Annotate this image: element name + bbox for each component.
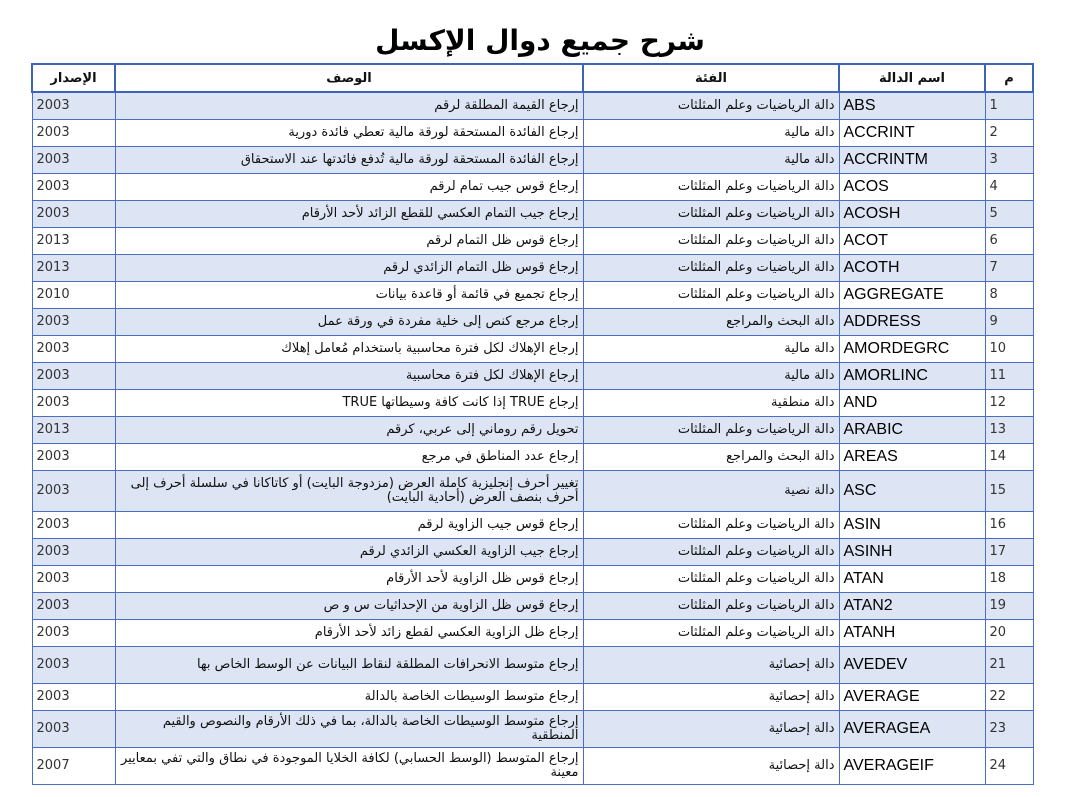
function-version: 2003	[32, 619, 115, 646]
function-name: ATAN2	[839, 592, 985, 619]
function-category: دالة الرياضيات وعلم المثلثات	[583, 254, 839, 281]
function-description: إرجاع القيمة المطلقة لرقم	[115, 92, 583, 119]
function-version: 2003	[32, 308, 115, 335]
row-number: 22	[985, 683, 1033, 710]
table-row	[32, 254, 1033, 281]
function-name: ASIN	[839, 511, 985, 538]
table-row	[32, 443, 1033, 470]
function-category: دالة الرياضيات وعلم المثلثات	[583, 227, 839, 254]
header-category: الفئة	[583, 64, 839, 92]
row-number: 17	[985, 538, 1033, 565]
function-version: 2010	[32, 281, 115, 308]
function-description: إرجاع متوسط الانحرافات المطلقة لنقاط البيانات عن الوسط الخاص بها	[115, 646, 583, 683]
function-name: AGGREGATE	[839, 281, 985, 308]
functions-table	[31, 63, 1034, 785]
function-category: دالة الرياضيات وعلم المثلثات	[583, 281, 839, 308]
function-description: تحويل رقم روماني إلى عربي، كرقم	[115, 416, 583, 443]
function-description: إرجاع جيب التمام العكسي للقطع الزائد لأحد الأرقام	[115, 200, 583, 227]
row-number: 9	[985, 308, 1033, 335]
row-number: 11	[985, 362, 1033, 389]
function-version: 2003	[32, 443, 115, 470]
function-category: دالة مالية	[583, 146, 839, 173]
function-category: دالة إحصائية	[583, 747, 839, 784]
table-row	[32, 592, 1033, 619]
table-row	[32, 538, 1033, 565]
function-name: AND	[839, 389, 985, 416]
function-description: إرجاع جيب الزاوية العكسي الزائدي لرقم	[115, 538, 583, 565]
function-name: ARABIC	[839, 416, 985, 443]
function-category: دالة البحث والمراجع	[583, 308, 839, 335]
function-description: إرجاع تجميع في قائمة أو قاعدة بيانات	[115, 281, 583, 308]
function-version: 2003	[32, 592, 115, 619]
function-category: دالة مالية	[583, 119, 839, 146]
row-number: 16	[985, 511, 1033, 538]
function-name: AMORDEGRC	[839, 335, 985, 362]
function-name: ATANH	[839, 619, 985, 646]
function-name: AREAS	[839, 443, 985, 470]
function-name: AVERAGEA	[839, 710, 985, 747]
function-version: 2003	[32, 683, 115, 710]
function-name: ACOS	[839, 173, 985, 200]
table-row	[32, 146, 1033, 173]
header-version: الإصدار	[32, 64, 115, 92]
function-version: 2003	[32, 538, 115, 565]
row-number: 15	[985, 470, 1033, 511]
function-description: إرجاع متوسط الوسيطات الخاصة بالدالة	[115, 683, 583, 710]
function-description: إرجاع قوس ظل التمام لرقم	[115, 227, 583, 254]
function-category: دالة الرياضيات وعلم المثلثات	[583, 538, 839, 565]
function-category: دالة الرياضيات وعلم المثلثات	[583, 592, 839, 619]
row-number: 8	[985, 281, 1033, 308]
function-name: AMORLINC	[839, 362, 985, 389]
function-version: 2003	[32, 173, 115, 200]
function-description: إرجاع قوس جيب تمام لرقم	[115, 173, 583, 200]
function-name: ASINH	[839, 538, 985, 565]
table-row	[32, 227, 1033, 254]
row-number: 5	[985, 200, 1033, 227]
function-version: 2003	[32, 646, 115, 683]
function-category: دالة الرياضيات وعلم المثلثات	[583, 619, 839, 646]
document-title: شرح جميع دوال الإكسل	[375, 24, 705, 57]
function-description: إرجاع مرجع كنص إلى خلية مفردة في ورقة عمل	[115, 308, 583, 335]
table-row	[32, 200, 1033, 227]
function-description: إرجاع TRUE إذا كانت كافة وسيطاتها TRUE	[115, 389, 583, 416]
header-function-name: اسم الدالة	[839, 64, 985, 92]
function-version: 2003	[32, 565, 115, 592]
row-number: 18	[985, 565, 1033, 592]
function-description: تغيير أحرف إنجليزية كاملة العرض (مزدوجة البايت) أو كاتاكانا في سلسلة أحرف إلى أحرف بنصف العرض (أحادية البايت)	[115, 470, 583, 511]
table-row	[32, 389, 1033, 416]
function-description: إرجاع قوس ظل التمام الزائدي لرقم	[115, 254, 583, 281]
function-version: 2003	[32, 389, 115, 416]
table-row	[32, 362, 1033, 389]
row-number: 20	[985, 619, 1033, 646]
function-description: إرجاع الفائدة المستحقة لورقة مالية تُدفع فائدتها عند الاستحقاق	[115, 146, 583, 173]
row-number: 14	[985, 443, 1033, 470]
row-number: 3	[985, 146, 1033, 173]
table-row	[32, 619, 1033, 646]
function-description: إرجاع متوسط الوسيطات الخاصة بالدالة، بما في ذلك الأرقام والنصوص والقيم المنطقية	[115, 710, 583, 747]
table-row	[32, 335, 1033, 362]
function-description: إرجاع المتوسط (الوسط الحسابي) لكافة الخلايا الموجودة في نطاق والتي تفي بمعايير معينة	[115, 747, 583, 784]
function-category: دالة الرياضيات وعلم المثلثات	[583, 511, 839, 538]
function-description: إرجاع قوس ظل الزاوية من الإحداثيات س و ص	[115, 592, 583, 619]
row-number: 6	[985, 227, 1033, 254]
row-number: 10	[985, 335, 1033, 362]
table-row	[32, 646, 1033, 683]
function-name: AVEDEV	[839, 646, 985, 683]
function-category: دالة الرياضيات وعلم المثلثات	[583, 416, 839, 443]
function-description: إرجاع عدد المناطق في مرجع	[115, 443, 583, 470]
function-category: دالة الرياضيات وعلم المثلثات	[583, 200, 839, 227]
row-number: 7	[985, 254, 1033, 281]
function-version: 2003	[32, 146, 115, 173]
row-number: 1	[985, 92, 1033, 119]
row-number: 23	[985, 710, 1033, 747]
function-category: دالة الرياضيات وعلم المثلثات	[583, 92, 839, 119]
table-row	[32, 710, 1033, 747]
table-row	[32, 565, 1033, 592]
table-row	[32, 470, 1033, 511]
function-description: إرجاع الفائدة المستحقة لورقة مالية تعطي فائدة دورية	[115, 119, 583, 146]
function-category: دالة منطقية	[583, 389, 839, 416]
table-row	[32, 281, 1033, 308]
header-number: م	[985, 64, 1033, 92]
table-row	[32, 119, 1033, 146]
function-version: 2003	[32, 362, 115, 389]
table-row	[32, 511, 1033, 538]
table-row	[32, 92, 1033, 119]
function-name: AVERAGE	[839, 683, 985, 710]
function-name: ABS	[839, 92, 985, 119]
function-name: ACOTH	[839, 254, 985, 281]
function-name: AVERAGEIF	[839, 747, 985, 784]
table-header-row	[32, 64, 1033, 92]
function-category: دالة الرياضيات وعلم المثلثات	[583, 565, 839, 592]
function-version: 2003	[32, 200, 115, 227]
function-description: إرجاع قوس جيب الزاوية لرقم	[115, 511, 583, 538]
function-category: دالة الرياضيات وعلم المثلثات	[583, 173, 839, 200]
function-version: 2013	[32, 416, 115, 443]
row-number: 19	[985, 592, 1033, 619]
row-number: 4	[985, 173, 1033, 200]
function-version: 2007	[32, 747, 115, 784]
table-row	[32, 308, 1033, 335]
function-name: ACOT	[839, 227, 985, 254]
function-category: دالة إحصائية	[583, 646, 839, 683]
header-description: الوصف	[115, 64, 583, 92]
function-version: 2003	[32, 470, 115, 511]
table-body	[32, 92, 1033, 784]
function-category: دالة إحصائية	[583, 683, 839, 710]
function-description: إرجاع الإهلاك لكل فترة محاسبية	[115, 362, 583, 389]
function-category: دالة مالية	[583, 335, 839, 362]
function-version: 2003	[32, 710, 115, 747]
function-version: 2013	[32, 227, 115, 254]
function-name: ATAN	[839, 565, 985, 592]
function-name: ACOSH	[839, 200, 985, 227]
row-number: 13	[985, 416, 1033, 443]
table-row	[32, 416, 1033, 443]
table-row	[32, 747, 1033, 784]
row-number: 24	[985, 747, 1033, 784]
function-version: 2003	[32, 92, 115, 119]
table-row	[32, 683, 1033, 710]
table-row	[32, 173, 1033, 200]
function-category: دالة مالية	[583, 362, 839, 389]
function-name: ASC	[839, 470, 985, 511]
function-version: 2003	[32, 119, 115, 146]
function-name: ACCRINT	[839, 119, 985, 146]
function-version: 2003	[32, 335, 115, 362]
row-number: 2	[985, 119, 1033, 146]
function-version: 2003	[32, 511, 115, 538]
function-description: إرجاع ظل الزاوية العكسي لقطع زائد لأحد الأرقام	[115, 619, 583, 646]
function-description: إرجاع الإهلاك لكل فترة محاسبية باستخدام مُعامل إهلاك	[115, 335, 583, 362]
function-version: 2013	[32, 254, 115, 281]
function-category: دالة البحث والمراجع	[583, 443, 839, 470]
function-name: ACCRINTM	[839, 146, 985, 173]
row-number: 21	[985, 646, 1033, 683]
function-name: ADDRESS	[839, 308, 985, 335]
function-description: إرجاع قوس ظل الزاوية لأحد الأرقام	[115, 565, 583, 592]
function-category: دالة نصية	[583, 470, 839, 511]
function-category: دالة إحصائية	[583, 710, 839, 747]
row-number: 12	[985, 389, 1033, 416]
